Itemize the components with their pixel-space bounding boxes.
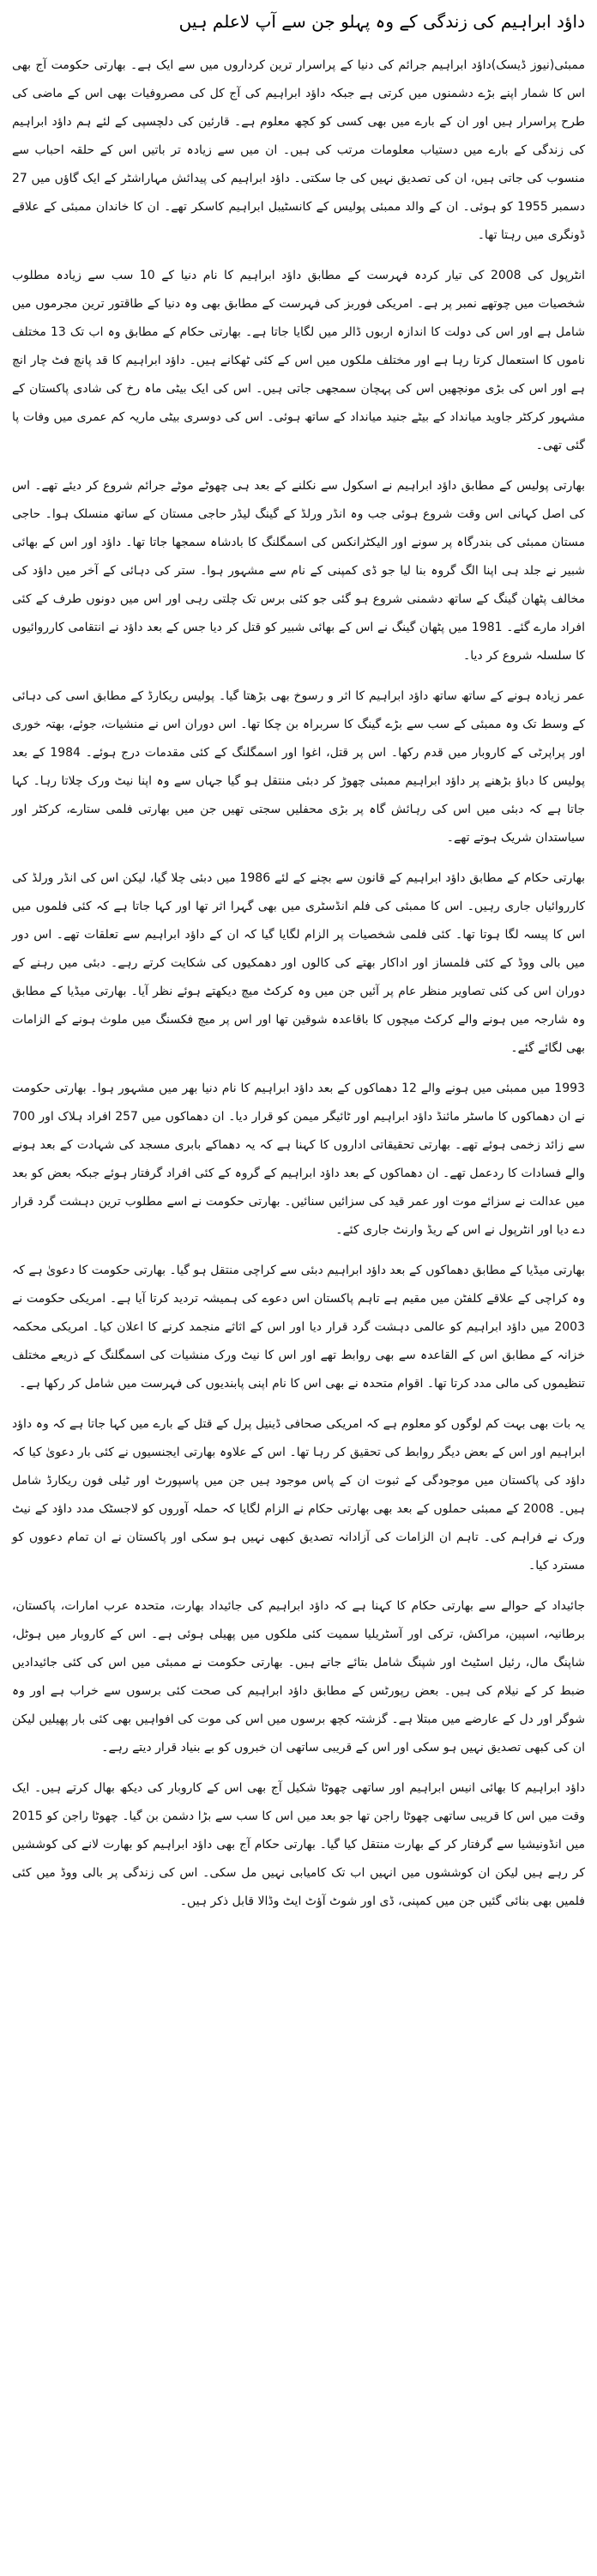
article-paragraph-2: انٹرپول کی 2008 کی تیار کردہ فہرست کے مطابق داؤد ابراہیم کا نام دنیا کے 10 سب سے زیادہ مطلوب شخصیات میں چوتھے نمبر پر ہے۔ امریکی فوربز کی فہرست کے مطابق بھی وہ دنیا کے طاقتور ترین مجرموں میں شامل ہے اور اس کی دولت کا اندازہ اربوں ڈالر میں لگایا جاتا ہے۔ بھارتی حکام کے مطابق وہ اب تک 13 مختلف ناموں کا استعمال کرتا رہا ہے اور مختلف ملکوں میں اس کے کئی ٹھکانے ہیں۔ داؤد ابراہیم کا قد پانچ فٹ چار انچ ہے اور اس کی بڑی مونچھیں اس کی پہچان سمجھی جاتی ہیں۔ اس کی ایک بیٹی ماہ رخ کی شادی پاکستان کے مشہور کرکٹر جاوید میانداد کے بیٹے جنید میانداد کے ساتھ ہوئی۔ اس کی دوسری بیٹی ماریہ کم عمری میں وفات پا گئی تھی۔ [12,269,585,452]
article-paragraph-10: داؤد ابراہیم کا بھائی انیس ابراہیم اور ساتھی چھوٹا شکیل آج بھی اس کے کاروبار کی دیکھ بھال کرتے ہیں۔ ایک وقت میں اس کا قریبی ساتھی چھوٹا راجن تھا جو بعد میں اس کا سب سے بڑا دشمن بن گیا۔ چھوٹا راجن کو 2015 میں انڈونیشیا سے گرفتار کر کے بھارت منتقل کیا گیا۔ بھارتی حکام آج بھی داؤد ابراہیم کو بھارت لانے کی کوششیں کر رہے ہیں لیکن ان کوششوں میں انہیں اب تک کامیابی نہیں مل سکی۔ اس کی زندگی پر بالی ووڈ میں کئی فلمیں بھی بنائی گئیں جن میں کمپنی، ڈی اور شوٹ آؤٹ ایٹ وڈالا قابل ذکر ہیں۔ [12,1781,585,1908]
article-paragraph-8: یہ بات بھی بہت کم لوگوں کو معلوم ہے کہ امریکی صحافی ڈینیل پرل کے قتل کے بارے میں کہا جاتا ہے کہ وہ داؤد ابراہیم اور اس کے بعض دیگر روابط کی تحقیق کر رہا تھا۔ اس کے علاوہ بھارتی ایجنسیوں نے کئی بار دعویٰ کیا کہ داؤد کی پاکستان میں موجودگی کے ثبوت ان کے پاس موجود ہیں جن میں پاسپورٹ اور ٹیلی فون ریکارڈ شامل ہیں۔ 2008 کے ممبئی حملوں کے بعد بھی بھارتی حکام نے الزام لگایا کہ حملہ آوروں کو لاجسٹک مدد داؤد کے نیٹ ورک نے فراہم کی۔ تاہم ان الزامات کی آزادانہ تصدیق کبھی نہیں ہو سکی اور پاکستان نے ان تمام دعووں کو مسترد کیا۔ [12,1417,585,1573]
article-paragraph-6: 1993 میں ممبئی میں ہونے والے 12 دھماکوں کے بعد داؤد ابراہیم کا نام دنیا بھر میں مشہور ہوا۔ بھارتی حکومت نے ان دھماکوں کا ماسٹر مائنڈ داؤد ابراہیم اور ٹائیگر میمن کو قرار دیا۔ ان دھماکوں میں 257 افراد ہلاک اور 700 سے زائد زخمی ہوئے تھے۔ بھارتی تحقیقاتی اداروں کا کہنا ہے کہ یہ دھماکے بابری مسجد کی شہادت کے بعد ہونے والے فسادات کا ردعمل تھے۔ ان دھماکوں کے بعد داؤد ابراہیم کے گروہ کے کئی افراد گرفتار ہوئے جبکہ بعض کو بعد میں عدالت نے سزائے موت اور عمر قید کی سزائیں سنائیں۔ بھارتی حکومت نے اسے مطلوب ترین دہشت گرد قرار دے دیا اور انٹرپول نے اس کے ریڈ وارنٹ جاری کئے۔ [12,1082,585,1237]
article-paragraph-4: عمر زیادہ ہونے کے ساتھ ساتھ داؤد ابراہیم کا اثر و رسوخ بھی بڑھتا گیا۔ پولیس ریکارڈ کے مطابق اسی کی دہائی کے وسط تک وہ ممبئی کے سب سے بڑے گینگ کا سربراہ بن چکا تھا۔ اس دوران اس نے منشیات، جوئے، بھتہ خوری اور پراپرٹی کے کاروبار میں قدم رکھا۔ اس پر قتل، اغوا اور اسمگلنگ کے کئی مقدمات درج ہوئے۔ 1984 کے بعد پولیس کا دباؤ بڑھنے پر داؤد ابراہیم ممبئی چھوڑ کر دبئی منتقل ہو گیا جہاں سے وہ اپنا نیٹ ورک چلاتا رہا۔ کہا جاتا ہے کہ دبئی میں اس کی رہائش گاہ پر بڑی محفلیں سجتی تھیں جن میں بھارتی فلمی ستارے، کرکٹر اور سیاستدان شریک ہوتے تھے۔ [12,689,585,845]
article-paragraph-3: بھارتی پولیس کے مطابق داؤد ابراہیم نے اسکول سے نکلنے کے بعد ہی چھوٹے موٹے جرائم شروع کر دیئے تھے۔ اس کی اصل کہانی اس وقت شروع ہوئی جب وہ انڈر ورلڈ کے گینگ لیڈر حاجی مستان کے ساتھ منسلک ہوا۔ حاجی مستان ممبئی کی بندرگاہ پر سونے اور الیکٹرانکس کی اسمگلنگ کا بادشاہ سمجھا جاتا تھا۔ داؤد اور اس کے بھائی شبیر نے جلد ہی اپنا الگ گروہ بنا لیا جو ڈی کمپنی کے نام سے مشہور ہوا۔ ستر کی دہائی کے آخر میں داؤد کی مخالف پٹھان گینگ کے ساتھ دشمنی شروع ہو گئی جو کئی برس تک چلتی رہی اور اس میں دونوں طرف کے کئی افراد مارے گئے۔ 1981 میں پٹھان گینگ نے اس کے بھائی شبیر کو قتل کر دیا جس کے بعد داؤد نے انتقامی کارروائیوں کا سلسلہ شروع کر دیا۔ [12,479,585,663]
article-paragraph-9: جائیداد کے حوالے سے بھارتی حکام کا کہنا ہے کہ داؤد ابراہیم کی جائیداد بھارت، متحدہ عرب امارات، پاکستان، برطانیہ، اسپین، مراکش، ترکی اور آسٹریلیا سمیت کئی ملکوں میں پھیلی ہوئی ہے۔ اس کے کاروبار میں ہوٹل، شاپنگ مال، رئیل اسٹیٹ اور شپنگ شامل بتائے جاتے ہیں۔ بھارتی حکومت نے ممبئی میں اس کی کئی جائیدادیں ضبط کر کے نیلام کی ہیں۔ بعض رپورٹس کے مطابق داؤد ابراہیم کی صحت کئی برسوں سے خراب ہے اور وہ شوگر اور دل کے عارضے میں مبتلا ہے۔ گزشتہ کچھ برسوں میں اس کی موت کی افواہیں بھی کئی بار پھیلیں لیکن ان کی کبھی تصدیق نہیں ہو سکی اور اس کے قریبی ساتھی ان خبروں کو بے بنیاد قرار دیتے رہے۔ [12,1599,585,1755]
article-headline: داؤد ابراہیم کی زندگی کے وہ پہلو جن سے آپ لاعلم ہیں [178,11,585,32]
article-paragraph-1: ممبئی(نیوز ڈیسک)داؤد ابراہیم جرائم کی دنیا کے پراسرار ترین کرداروں میں سے ایک ہے۔ بھارتی حکومت آج بھی اس کا شمار اپنے بڑے دشمنوں میں کرتی ہے جبکہ داؤد ابراہیم کی آج کل کی مصروفیات بھی اس کے ماضی کی طرح پراسرار ہیں اور ان کے بارے میں بھی کسی کو کچھ معلوم ہے۔ قارئین کی دلچسپی کے لئے ہم داؤد ابراہیم کی زندگی کے بارے میں دستیاب معلومات مرتب کی ہیں۔ ان میں سے زیادہ تر باتیں اس کے حلقہ احباب سے منسوب کی جاتی ہیں، ان کی تصدیق نہیں کی جا سکتی۔ داؤد ابراہیم کی پیدائش مہاراشٹر کے ایک گاؤں میں 27 دسمبر 1955 کو ہوئی۔ ان کے والد ممبئی پولیس کے کانسٹیبل ابراہیم کاسکر تھے۔ ان کا خاندان ممبئی کے علاقے ڈونگری میں رہتا تھا۔ [12,58,585,242]
article-paragraph-7: بھارتی میڈیا کے مطابق دھماکوں کے بعد داؤد ابراہیم دبئی سے کراچی منتقل ہو گیا۔ بھارتی حکومت کا دعویٰ ہے کہ وہ کراچی کے علاقے کلفٹن میں مقیم ہے تاہم پاکستان اس دعوے کی ہمیشہ تردید کرتا آیا ہے۔ امریکی حکومت نے 2003 میں داؤد ابراہیم کو عالمی دہشت گرد قرار دیا اور اس کے اثاثے منجمد کرنے کا اعلان کیا۔ امریکی محکمہ خزانہ کے مطابق اس کے القاعدہ سے بھی روابط تھے اور اس کا نیٹ ورک منشیات کی اسمگلنگ کے ذریعے مختلف تنظیموں کی مالی مدد کرتا تھا۔ اقوام متحدہ نے بھی اس کا نام اپنی پابندیوں کی فہرست میں شامل کر رکھا ہے۔ [12,1264,585,1391]
article-paragraph-5: بھارتی حکام کے مطابق داؤد ابراہیم کے قانون سے بچنے کے لئے 1986 میں دبئی چلا گیا، لیکن اس کی انڈر ورلڈ کی کارروائیاں جاری رہیں۔ اس کا ممبئی کی فلم انڈسٹری میں بھی گہرا اثر تھا اور کہا جاتا ہے کہ کئی فلموں میں اس کا پیسہ لگا ہوتا تھا۔ کئی فلمی شخصیات پر الزام لگایا گیا کہ ان کے داؤد ابراہیم سے تعلقات تھے۔ اس دور میں بالی ووڈ کے کئی فلمساز اور اداکار بھتے کی کالوں اور دھمکیوں کی شکایت کرتے رہے۔ دبئی میں رہنے کے دوران اس کی کئی تصاویر منظر عام پر آئیں جن میں وہ کرکٹ میچ دیکھتے ہوئے نظر آیا۔ بھارتی میڈیا کے مطابق وہ شارجہ میں ہونے والے کرکٹ میچوں کا باقاعدہ شوقین تھا اور اس پر میچ فکسنگ میں ملوث ہونے کے الزامات بھی لگائے گئے۔ [12,871,585,1055]
